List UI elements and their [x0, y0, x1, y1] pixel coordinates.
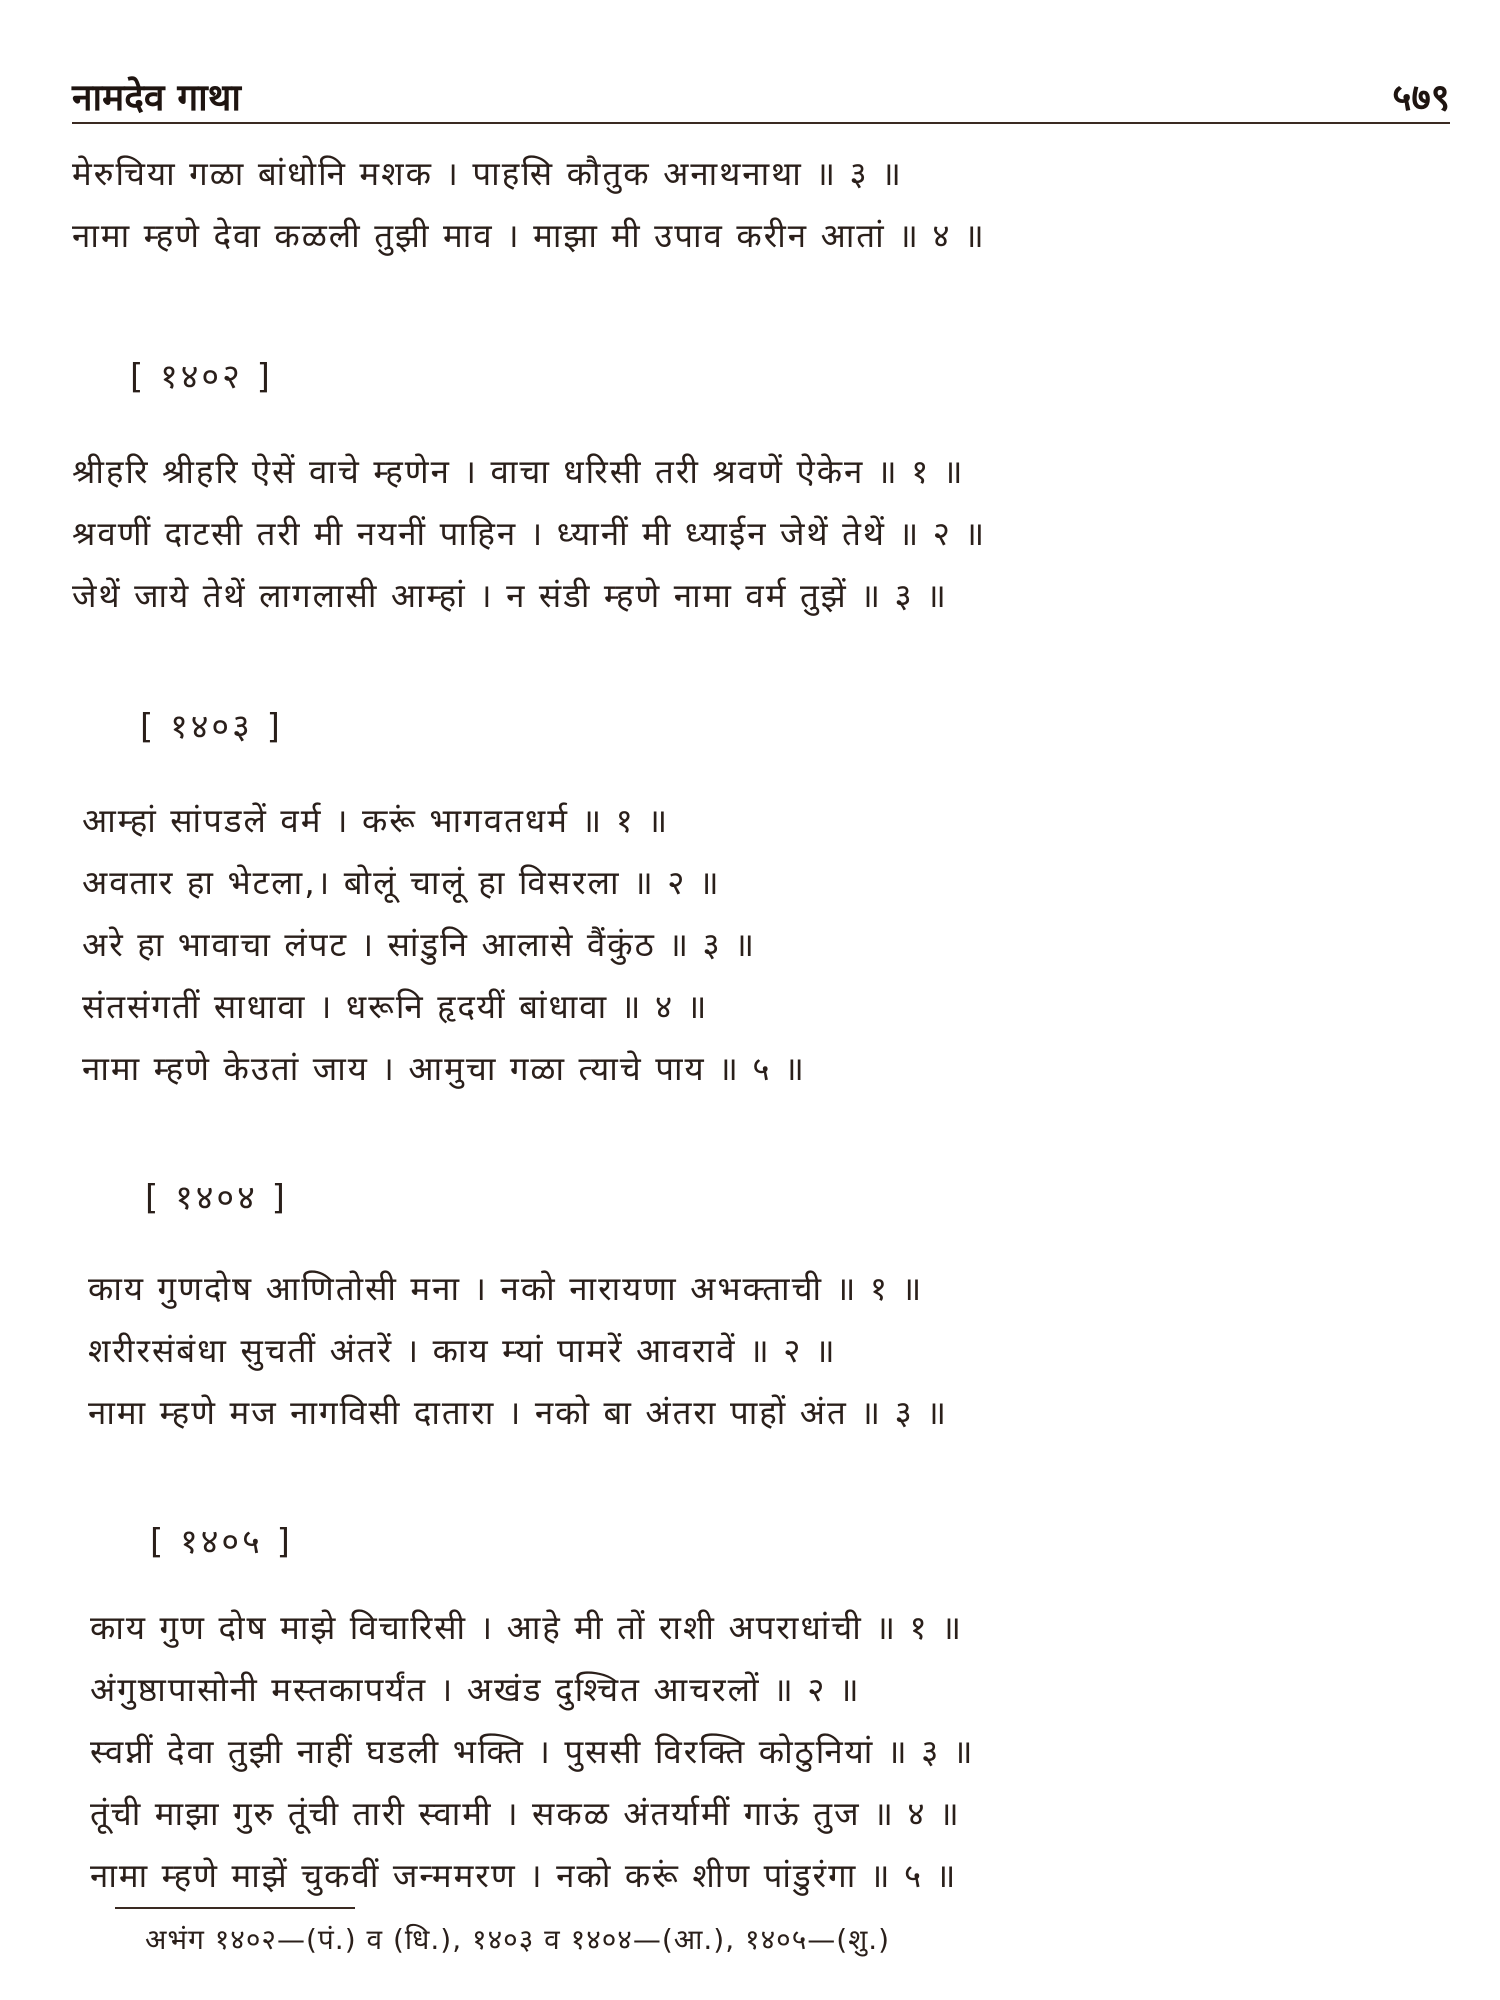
- verse-line: अरे हा भावाचा लंपट । सांडुनि आलासे वैंकुंठ ॥ ३ ॥: [82, 925, 756, 964]
- verse-line: नामा म्हणे केउतां जाय । आमुचा गळा त्याचे पाय ॥ ५ ॥: [82, 1049, 806, 1088]
- abhang-number-1403: [ १४०३ ]: [140, 707, 283, 747]
- abhang-number-1405: [ १४०५ ]: [150, 1522, 293, 1562]
- abhang-number-1402: [ १४०२ ]: [130, 357, 273, 397]
- header-rule: [72, 122, 1450, 124]
- footnote: अभंग १४०२—(पं.) व (धि.), १४०३ व १४०४—(आ.), १४०५—(शु.): [145, 1923, 891, 1956]
- verse-line: तूंची माझा गुरु तूंची तारी स्वामी । सकळ अंतर्यामीं गाऊं तुज ॥ ४ ॥: [90, 1794, 961, 1833]
- verse-line: नामा म्हणे मज नागविसी दातारा । नको बा अंतरा पाहों अंत ॥ ३ ॥: [88, 1393, 948, 1432]
- verse-line: काय गुण दोष माझे विचारिसी । आहे मी तों राशी अपराधांची ॥ १ ॥: [90, 1608, 963, 1647]
- abhang-number-1404: [ १४०४ ]: [145, 1178, 288, 1218]
- verse-line: श्रवणीं दाटसी तरी मी नयनीं पाहिन । ध्यानीं मी ध्याईन जेथें तेथें ॥ २ ॥: [72, 514, 987, 553]
- verse-line: मेरुचिया गळा बांधोनि मशक । पाहसि कौतुक अनाथनाथा ॥ ३ ॥: [72, 154, 903, 193]
- page-header: [72, 62, 1450, 122]
- page-number: ५७९: [1392, 76, 1450, 119]
- verse-line: स्वप्नीं देवा तुझी नाहीं घडली भक्ति । पुससी विरक्ति कोठुनियां ॥ ३ ॥: [90, 1732, 975, 1771]
- verse-line: जेथें जाये तेथें लागलासी आम्हां । न संडी म्हणे नामा वर्म तुझें ॥ ३ ॥: [72, 576, 948, 615]
- verse-line: नामा म्हणे माझें चुकवीं जन्ममरण । नको करूं शीण पांडुरंगा ॥ ५ ॥: [90, 1856, 958, 1895]
- verse-line: संतसंगतीं साधावा । धरूनि हृदयीं बांधावा ॥ ४ ॥: [82, 987, 709, 1026]
- verse-line: श्रीहरि श्रीहरि ऐसें वाचे म्हणेन । वाचा धरिसी तरी श्रवणें ऐकेन ॥ १ ॥: [72, 452, 965, 491]
- verse-line: शरीरसंबंधा सुचतीं अंतरें । काय म्यां पामरें आवरावें ॥ २ ॥: [88, 1331, 837, 1370]
- book-title: नामदेव गाथा: [72, 76, 241, 119]
- verse-line: आम्हां सांपडलें वर्म । करूं भागवतधर्म ॥ १ ॥: [82, 801, 670, 840]
- verse-line: नामा म्हणे देवा कळली तुझी माव । माझा मी उपाव करीन आतां ॥ ४ ॥: [72, 216, 986, 255]
- verse-line: अवतार हा भेटला,। बोलूं चालूं हा विसरला ॥ २ ॥: [82, 863, 721, 902]
- footnote-rule: [115, 1907, 355, 1909]
- verse-line: काय गुणदोष आणितोसी मना । नको नारायणा अभक्ताची ॥ १ ॥: [88, 1269, 924, 1308]
- verse-line: अंगुष्ठापासोनी मस्तकापर्यंत । अखंड दुश्चित आचरलों ॥ २ ॥: [90, 1670, 861, 1709]
